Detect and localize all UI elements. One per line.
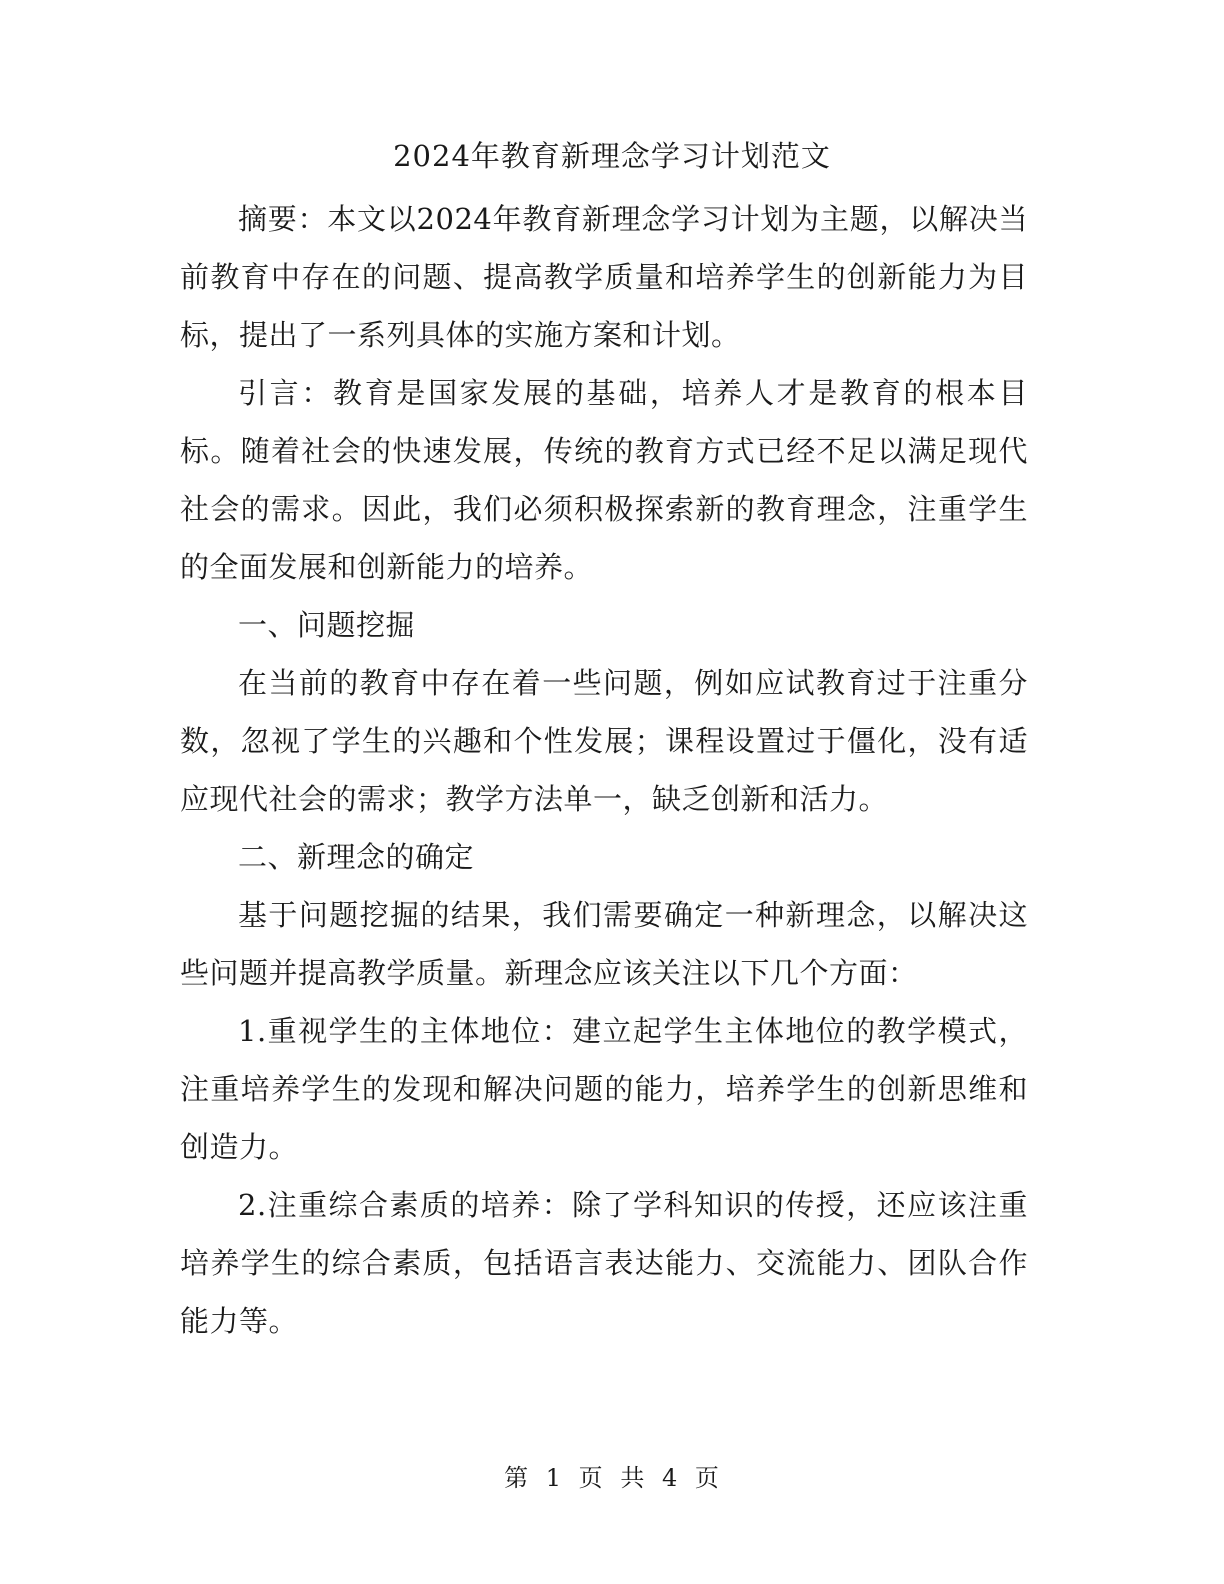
document-body [180, 190, 1028, 1350]
document-title: 2024年教育新理念学习计划范文 [393, 139, 831, 173]
footer-total-suffix: 页 [694, 1464, 720, 1492]
footer-page-word: 页 [578, 1464, 604, 1492]
footer-total-pages: 4 [661, 1464, 679, 1492]
footer-total-prefix: 共 [620, 1464, 646, 1492]
section-heading-new-concept: 二、新理念的确定 [238, 840, 475, 874]
new-concept-paragraph: 基于问题挖掘的结果，我们需要确定一种新理念，以解决这些问题并提高教学质量。新理念应该关注以下几个方面： [180, 898, 1028, 990]
footer-current-page: 1 [545, 1464, 563, 1492]
footer-page-prefix: 第 [504, 1464, 530, 1492]
page-footer [0, 1458, 1224, 1498]
list-item-student-subject: 1.重视学生的主体地位：建立起学生主体地位的教学模式，注重培养学生的发现和解决问题的能力，培养学生的创新思维和创造力。 [180, 1014, 1028, 1164]
abstract-paragraph: 摘要：本文以2024年教育新理念学习计划为主题，以解决当前教育中存在的问题、提高教学质量和培养学生的创新能力为目标，提出了一系列具体的实施方案和计划。 [180, 202, 1028, 352]
section-heading-problem-mining: 一、问题挖掘 [238, 608, 416, 642]
list-item-comprehensive-quality: 2.注重综合素质的培养：除了学科知识的传授，还应该注重培养学生的综合素质，包括语言表达能力、交流能力、团队合作能力等。 [180, 1188, 1028, 1338]
problem-mining-paragraph: 在当前的教育中存在着一些问题，例如应试教育过于注重分数，忽视了学生的兴趣和个性发展；课程设置过于僵化，没有适应现代社会的需求；教学方法单一，缺乏创新和活力。 [180, 666, 1028, 816]
introduction-paragraph: 引言：教育是国家发展的基础，培养人才是教育的根本目标。随着社会的快速发展，传统的教育方式已经不足以满足现代社会的需求。因此，我们必须积极探索新的教育理念，注重学生的全面发展和创新能力的培养。 [180, 376, 1028, 584]
